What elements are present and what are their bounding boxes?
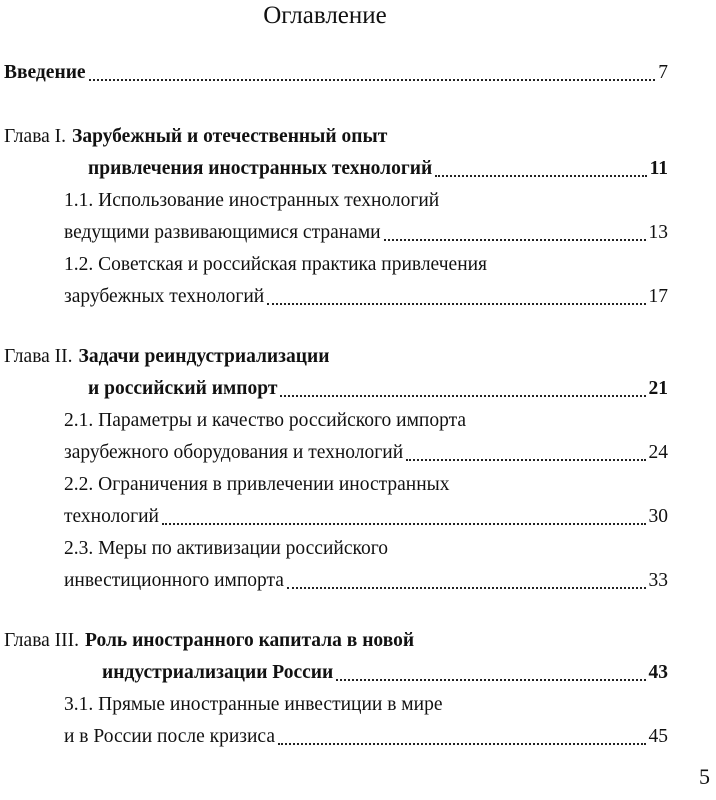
toc-entry-label: Введение	[4, 62, 86, 83]
toc-page-number: 24	[648, 442, 668, 463]
section-title: и в России после кризиса	[64, 726, 275, 747]
toc-section-2-2-line2	[64, 502, 668, 532]
chapter-title: Задачи реиндустриализации	[78, 346, 330, 367]
toc-section-2-1-line1	[64, 406, 466, 436]
dot-leader	[384, 239, 646, 241]
chapter-prefix: Глава III.	[4, 630, 80, 651]
dot-leader	[278, 743, 646, 745]
toc-entry-intro	[4, 58, 668, 88]
section-title: инвестиционного импорта	[64, 570, 284, 591]
page-number: 5	[699, 764, 710, 789]
dot-leader	[435, 175, 646, 177]
dot-leader	[336, 679, 645, 681]
toc-section-1-1-line2	[64, 218, 668, 248]
section-title: зарубежных технологий	[64, 286, 265, 307]
toc-section-3-1-line1	[64, 690, 443, 720]
toc-page-number: 13	[648, 222, 668, 243]
toc-section-2-3-line1	[64, 534, 388, 564]
toc-page-number: 45	[648, 726, 668, 747]
toc-page-number: 30	[648, 506, 668, 527]
chapter-title: Зарубежный и отечественный опыт	[72, 126, 388, 147]
toc-page-number: 17	[648, 286, 668, 307]
toc-section-2-1-line2	[64, 438, 668, 468]
chapter-title: и российский импорт	[88, 378, 278, 399]
section-title: зарубежного оборудования и технологий	[64, 442, 404, 463]
toc-page-number: 21	[648, 378, 668, 399]
chapter-prefix: Глава II.	[4, 346, 73, 367]
chapter-prefix: Глава I.	[4, 126, 67, 147]
section-title: 2.1. Параметры и качество российского импорта	[64, 410, 466, 431]
toc-section-1-2-line1	[64, 250, 487, 280]
page-title: Оглавление	[263, 2, 387, 29]
section-title: 1.2. Советская и российская практика привлечения	[64, 254, 488, 275]
toc-section-3-1-line2	[64, 722, 668, 752]
dot-leader	[267, 303, 645, 305]
dot-leader	[406, 459, 645, 461]
section-title: 3.1. Прямые иностранные инвестиции в мире	[64, 694, 443, 715]
toc-chapter-3-line1	[4, 626, 414, 656]
toc-page-number: 43	[648, 662, 668, 683]
dot-leader	[89, 79, 656, 81]
section-title: 2.2. Ограничения в привлечении иностранных	[64, 474, 450, 495]
toc-section-2-2-line1	[64, 470, 450, 500]
section-title: ведущими развивающимися странами	[64, 222, 381, 243]
toc-section-1-2-line2	[64, 282, 668, 312]
toc-page-number: 33	[648, 570, 668, 591]
toc-section-2-3-line2	[64, 566, 668, 596]
toc-chapter-3-line2	[102, 658, 668, 688]
chapter-title: привлечения иностранных технологий	[88, 158, 433, 179]
section-title: 1.1. Использование иностранных технологий	[64, 190, 440, 211]
toc-page-number: 7	[658, 62, 668, 83]
toc-section-1-1-line1	[64, 186, 439, 216]
toc-chapter-1-line2	[88, 154, 668, 184]
toc-page-number: 11	[649, 158, 668, 179]
dot-leader	[280, 395, 645, 397]
toc-chapter-1-line1	[4, 122, 387, 152]
dot-leader	[287, 587, 646, 589]
section-title: 2.3. Меры по активизации российского	[64, 538, 388, 559]
dot-leader	[162, 523, 646, 525]
chapter-title: индустриализации России	[102, 662, 334, 683]
toc-chapter-2-line1	[4, 342, 329, 372]
chapter-title: Роль иностранного капитала в новой	[85, 630, 415, 651]
toc-chapter-2-line2	[88, 374, 668, 404]
section-title: технологий	[64, 506, 159, 527]
